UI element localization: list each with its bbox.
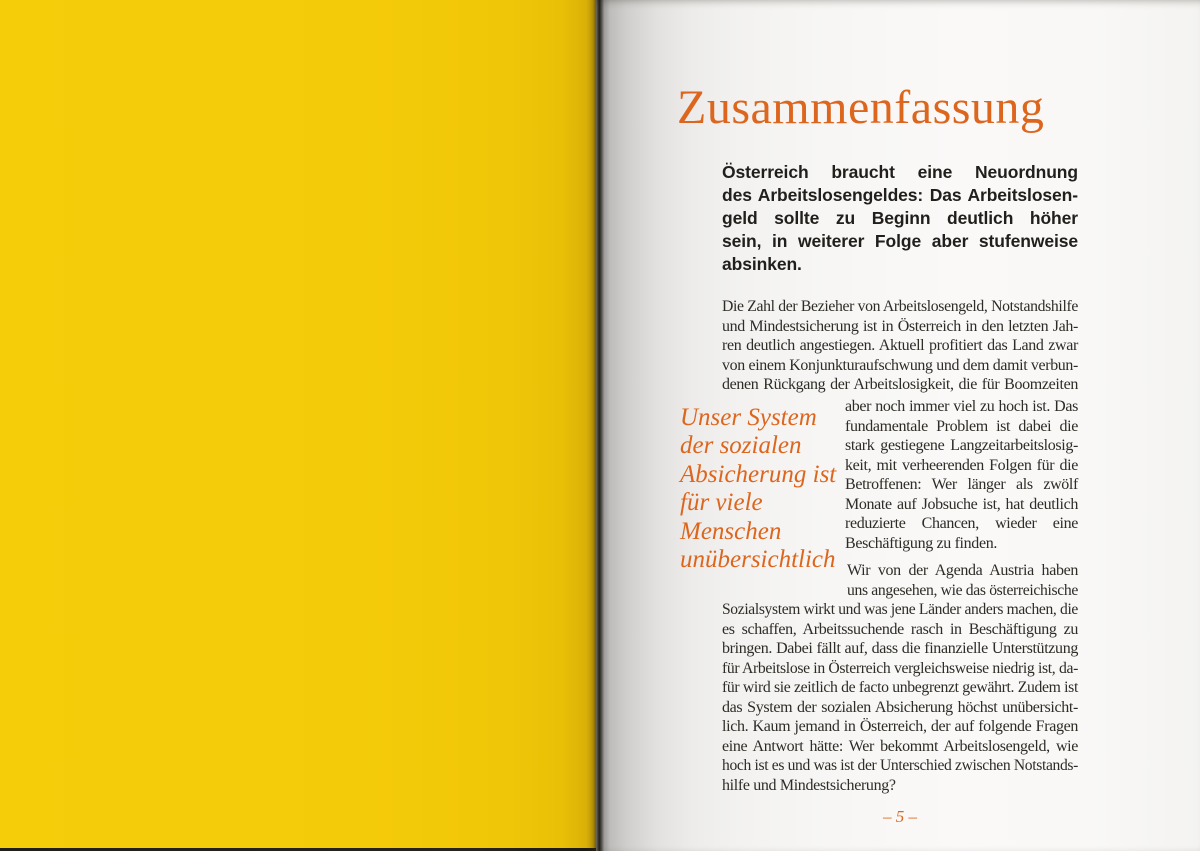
text-line: Menschen [680, 517, 782, 545]
text-line: für viele [680, 489, 763, 517]
pull-quote [680, 404, 900, 574]
text-line: absinken. [722, 254, 802, 274]
text-line: ren deutlich angestiegen. Aktuell profitiert das Land zwar [722, 337, 1078, 354]
text-line: fundamentale Problem ist dabei die [845, 417, 1078, 435]
page-number: – 5 – [883, 807, 917, 826]
text-line: eine Antwort hätte: Wer bekommt Arbeitslosengeld, wie [722, 737, 1078, 755]
text-line: Betroffenen: Wer länger als zwölf [845, 476, 1078, 493]
text-line: denen Rückgang der Arbeitslosigkeit, die für Boomzeiten [722, 376, 1078, 393]
text-line: sein, in weiterer Folge aber stufenweise [722, 231, 1078, 251]
lead-paragraph [722, 161, 1078, 276]
text-line: uns angesehen, wie das österreichische [847, 581, 1078, 599]
text-line: Wir von der Agenda Austria haben [847, 562, 1078, 579]
text-line: Sozialsystem wirkt und was jene Länder anders machen, die [722, 601, 1078, 618]
body-paragraph-1-full-width [722, 297, 1078, 395]
text-line: und Mindestsicherung ist in Österreich in den letzten Jah- [722, 317, 1078, 335]
body-paragraph-2-full-width [722, 600, 1078, 795]
text-line: reduzierte Chancen, wieder eine [845, 515, 1078, 532]
text-line: für Arbeitslose in Österreich vergleichsweise niedrig ist, da- [722, 659, 1078, 677]
text-line: unübersichtlich [680, 546, 836, 574]
text-line: Absicherung ist [680, 460, 837, 488]
text-line: bringen. Dabei fällt auf, dass die finanzielle Unterstützung [722, 640, 1078, 657]
text-line: es schaffen, Arbeitssuchende rasch in Beschäftigung zu [722, 620, 1078, 638]
text-line: hoch ist es und was ist der Unterschied zwischen Notstands- [722, 757, 1078, 774]
text-line: das System der sozialen Absicherung höchst unübersicht- [722, 698, 1078, 716]
left-page-yellow [0, 0, 596, 851]
text-line: stark gestiegene Langzeitarbeitslosig- [845, 437, 1078, 454]
text-line: aber noch immer viel zu hoch ist. Das [845, 398, 1078, 415]
text-line: der sozialen [680, 432, 802, 460]
text-line: für wird sie zeitlich de facto unbegrenzt gewährt. Zudem ist [722, 679, 1078, 696]
text-line: Die Zahl der Bezieher von Arbeitslosengeld, Notstandshilfe [722, 298, 1078, 315]
text-line: von einem Konjunkturaufschwung und dem damit verbun- [722, 356, 1078, 374]
text-line: des Arbeitslosengeldes: Das Arbeitslosen- [722, 185, 1078, 205]
text-line: geld sollte zu Beginn deutlich höher [722, 208, 1078, 228]
text-line: Österreich braucht eine Neuordnung [722, 162, 1078, 182]
page-title: Zusammenfassung [677, 81, 1045, 134]
text-line: hilfe und Mindestsicherung? [722, 776, 896, 794]
body-paragraph-2-indented [847, 561, 1078, 600]
text-line: lich. Kaum jemand in Österreich, der auf folgende Fragen [722, 718, 1078, 735]
text-line: Unser System [680, 404, 817, 431]
text-line: keit, mit verheerenden Folgen für die [845, 456, 1078, 474]
book-spine-gutter-shadow [586, 0, 610, 851]
text-line: Beschäftigung zu finden. [845, 534, 997, 552]
text-line: Monate auf Jobsuche ist, hat deutlich [845, 495, 1078, 513]
